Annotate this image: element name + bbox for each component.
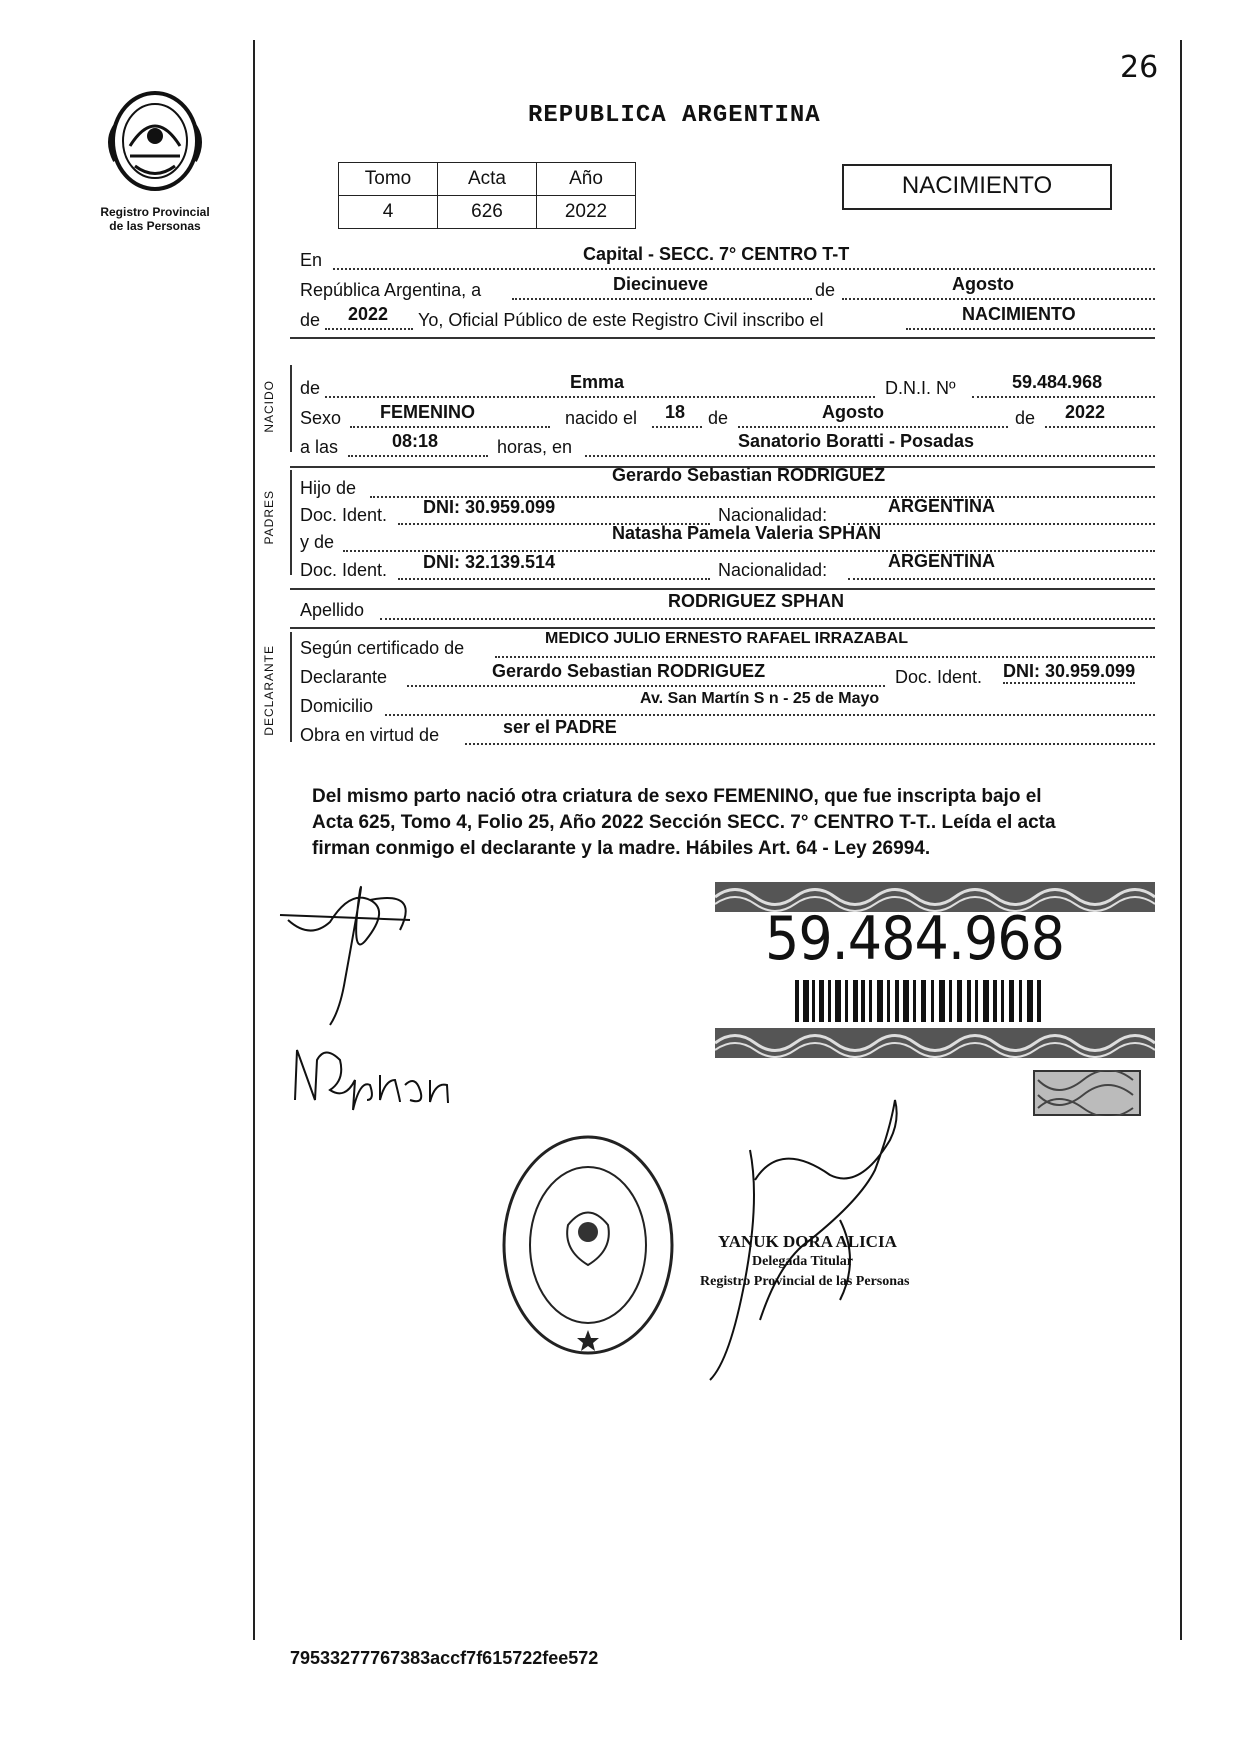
row-hora — [300, 437, 338, 458]
section-label-nacido: NACIDO — [262, 380, 276, 433]
provincial-seal-logo — [100, 86, 210, 196]
field-domicilio: Av. San Martín S n - 25 de Mayo — [640, 690, 880, 707]
logo-caption-line2: de las Personas — [109, 219, 201, 233]
document-title: REPUBLICA ARGENTINA — [528, 102, 821, 129]
dots-lugar-nac — [585, 455, 1155, 457]
dots-mes-nac — [738, 426, 1008, 428]
birth-note — [312, 784, 1162, 862]
label-de-anio-nac: de — [1015, 408, 1036, 428]
dots-en — [333, 268, 1155, 270]
section-label-declarante: DECLARANTE — [262, 645, 276, 736]
label-y-de: y de — [300, 532, 335, 552]
label-declarante: Declarante — [300, 667, 388, 687]
note-line3: firman conmigo el declarante y la madre. Hábiles Art. 64 - Ley 26994. — [312, 838, 931, 859]
label-de-nombre: de — [300, 378, 321, 398]
registry-header-row — [339, 163, 636, 196]
label-de-anio-nac-wrap — [1015, 408, 1035, 429]
left-margin-line — [253, 40, 255, 1640]
label-republica: República Argentina, a — [300, 280, 482, 300]
field-anio: 2022 — [348, 304, 389, 324]
field-madre-doc: DNI: 32.139.514 — [423, 552, 556, 572]
dots-domicilio — [385, 714, 1155, 716]
nacido-section-line — [290, 365, 292, 452]
label-de-anio: de — [300, 310, 321, 330]
label-horas-en-wrap — [497, 437, 572, 458]
dots-madre-doc — [398, 578, 710, 580]
field-mes: Agosto — [952, 274, 1014, 294]
row-declarante — [300, 667, 387, 688]
official-org: Registro Provincial de las Personas — [700, 1274, 910, 1289]
mother-signature — [285, 1040, 465, 1140]
padres-section-line — [290, 470, 292, 575]
label-yo: Yo, Oficial Público de este Registro Civil inscribo el — [418, 310, 824, 330]
label-doc-ident-decl-wrap — [895, 667, 982, 688]
label-de-mes-wrap — [815, 280, 835, 301]
label-de-mes-nac-wrap — [708, 408, 728, 429]
row-yo — [300, 310, 320, 331]
note-line2: Acta 625, Tomo 4, Folio 25, Año 2022 Sección SECC. 7° CENTRO T-T.. Leída el acta — [312, 812, 1056, 833]
security-seal-icon — [1033, 1070, 1141, 1116]
footer-hash: 79533277767383accf7f615722fee572 — [290, 1648, 599, 1668]
field-sexo: FEMENINO — [380, 402, 476, 422]
registry-value-anio: 2022 — [537, 196, 636, 229]
misiones-seal-icon — [100, 86, 210, 196]
field-obra: ser el PADRE — [503, 717, 617, 737]
registry-value-row — [339, 196, 636, 229]
field-madre-nac: ARGENTINA — [888, 551, 995, 571]
row-en — [300, 250, 322, 271]
label-yo-wrap — [418, 310, 824, 331]
label-segun: Según certificado de — [300, 638, 465, 658]
dots-obra — [465, 743, 1155, 745]
dots-padre-nac — [848, 523, 1155, 525]
dni-sticker — [715, 882, 1155, 1062]
field-dni: 59.484.968 — [1012, 372, 1103, 392]
field-apellido: RODRIGUEZ SPHAN — [668, 591, 845, 611]
registry-value-tomo: 4 — [339, 196, 438, 229]
dots-dia — [512, 298, 812, 300]
dots-tipo — [906, 328, 1155, 330]
field-hora: 08:18 — [392, 431, 439, 451]
section-label-padres: PADRES — [262, 490, 276, 545]
label-de-mes-nac: de — [708, 408, 729, 428]
note-line1: Del mismo parto nació otra criatura de sexo FEMENINO, que fue inscripta bajo el — [312, 786, 1042, 807]
row-republica — [300, 280, 481, 301]
registry-header-acta: Acta — [438, 163, 537, 196]
field-mes-nac: Agosto — [822, 402, 884, 422]
acta-type-box: NACIMIENTO — [842, 164, 1112, 210]
rule-apellido — [290, 627, 1155, 629]
label-nacionalidad-padre: Nacionalidad: — [718, 505, 828, 525]
label-nacionalidad-madre: Nacionalidad: — [718, 560, 828, 580]
field-padre: Gerardo Sebastian RODRIGUEZ — [612, 465, 886, 485]
field-padre-doc: DNI: 30.959.099 — [423, 497, 556, 517]
row-domicilio — [300, 696, 373, 717]
field-madre: Natasha Pamela Valeria SPHAN — [612, 523, 882, 543]
official-name: YANUK DORA ALICIA — [718, 1232, 897, 1251]
label-domicilio: Domicilio — [300, 696, 374, 716]
label-dni: D.N.I. Nº — [885, 378, 956, 398]
registry-value-acta: 626 — [438, 196, 537, 229]
dots-hora — [348, 455, 488, 457]
label-apellido: Apellido — [300, 600, 365, 620]
field-declarante: Gerardo Sebastian RODRIGUEZ — [492, 661, 766, 681]
dots-nombre — [325, 396, 875, 398]
label-nacido-el: nacido el — [565, 408, 638, 428]
field-lugar: Capital - SECC. 7° CENTRO T-T — [583, 244, 850, 264]
row-madre-doc — [300, 560, 387, 581]
row-padre-doc — [300, 505, 387, 526]
rule-padres — [290, 588, 1155, 590]
registry-header-tomo: Tomo — [339, 163, 438, 196]
label-nacido-el-wrap — [565, 408, 637, 429]
dots-certificado — [495, 656, 1155, 658]
barcode-icon — [795, 980, 1045, 1022]
row-padre — [300, 478, 356, 499]
label-en: En — [300, 250, 323, 270]
registry-header-anio: Año — [537, 163, 636, 196]
field-declarante-doc: DNI: 30.959.099 — [1003, 661, 1135, 684]
row-apellido — [300, 600, 364, 621]
field-certificado: MEDICO JULIO ERNESTO RAFAEL IRRAZABAL — [545, 630, 908, 647]
field-nombre: Emma — [570, 372, 625, 392]
dots-sexo — [350, 426, 550, 428]
dots-apellido — [380, 618, 1155, 620]
dots-madre-nac — [848, 578, 1155, 580]
row-nombre — [300, 378, 320, 399]
field-dia-nac: 18 — [665, 402, 686, 422]
logo-caption-line1: Registro Provincial — [100, 205, 210, 219]
row-certificado — [300, 638, 464, 659]
row-sexo — [300, 408, 341, 429]
logo-caption — [80, 205, 230, 233]
declarant-signature — [270, 860, 440, 1030]
right-margin-line — [1180, 40, 1182, 1640]
field-dia-letras: Diecinueve — [613, 274, 709, 294]
label-sexo: Sexo — [300, 408, 342, 428]
rule-top — [290, 337, 1155, 339]
page-number: 26 — [1120, 50, 1159, 85]
label-nac-madre-wrap — [718, 560, 827, 581]
registry-table — [338, 162, 636, 229]
label-hijo-de: Hijo de — [300, 478, 357, 498]
row-obra — [300, 725, 439, 746]
dots-dni — [972, 396, 1155, 398]
row-madre — [300, 532, 334, 553]
label-horas-en: horas, en — [497, 437, 573, 457]
field-lugar-nac: Sanatorio Boratti - Posadas — [738, 431, 975, 451]
label-obra: Obra en virtud de — [300, 725, 440, 745]
declarante-section-line — [290, 632, 292, 742]
dots-mes — [842, 298, 1155, 300]
official-title: Delegada Titular — [752, 1254, 853, 1269]
label-a-las: a las — [300, 437, 339, 457]
sticker-bottom-band — [715, 1028, 1155, 1058]
field-anio-nac: 2022 — [1065, 402, 1106, 422]
dots-anio — [325, 328, 413, 330]
label-doc-ident-padre: Doc. Ident. — [300, 505, 388, 525]
official-stamp — [498, 1130, 678, 1360]
dots-anio-nac — [1045, 426, 1155, 428]
dots-declarante — [407, 685, 885, 687]
field-padre-nac: ARGENTINA — [888, 496, 995, 516]
field-tipo: NACIMIENTO — [962, 304, 1076, 324]
label-dni-wrap — [885, 378, 956, 399]
label-doc-ident-madre: Doc. Ident. — [300, 560, 388, 580]
label-doc-ident-declarante: Doc. Ident. — [895, 667, 983, 687]
label-de-mes: de — [815, 280, 836, 300]
dots-dia-nac — [652, 426, 702, 428]
dni-sticker-number: 59.484.968 — [765, 904, 1064, 974]
